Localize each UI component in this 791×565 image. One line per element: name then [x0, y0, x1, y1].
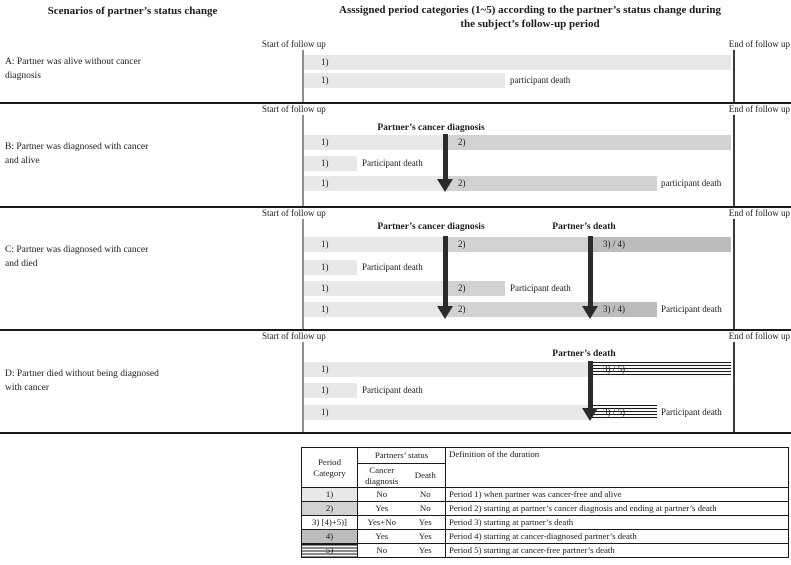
period-category-cell: 1): [302, 488, 358, 502]
start-of-follow-up-label: Start of follow up: [262, 208, 326, 218]
death-cell: Yes: [406, 516, 446, 530]
period-2-bar-segment: 2): [445, 135, 731, 150]
cancer-diagnosis-cell: No: [358, 544, 406, 558]
end-of-follow-up-label: End of follow up: [728, 331, 790, 341]
definition-cell: Period 4) starting at cancer-diagnosed partner’s death: [446, 530, 789, 544]
period-category-cell: 5): [302, 544, 358, 558]
period-3-5-bar-segment: 3) / 5): [590, 362, 731, 377]
period-2-bar-segment: 2): [445, 302, 590, 317]
end-of-follow-up-line: [733, 219, 735, 329]
table-row: [302, 488, 789, 502]
cancer-diagnosis-header: Cancer diagnosis: [358, 464, 406, 488]
scenario-a-label: A: Partner was alive without cancer diagnosis: [5, 57, 141, 81]
periods-title-line1: Asssigned period categories (1~5) according to the partner’s status change during: [339, 4, 721, 16]
section-divider: [0, 432, 791, 434]
period-1-bar-segment: 1): [304, 260, 357, 275]
period-1-bar-segment: 1): [304, 281, 445, 296]
end-of-follow-up-line: [733, 115, 735, 206]
period-1-bar-segment: 1): [304, 176, 445, 191]
period-1-bar-segment: 1): [304, 156, 357, 171]
period-category-cell: 2): [302, 502, 358, 516]
period-2-bar-segment: 2): [445, 281, 505, 296]
period-1-bar-segment: 1): [304, 302, 445, 317]
scenario-c-label: C: Partner was diagnosed with cancer and died: [5, 245, 149, 269]
participant-death-label: participant death: [510, 75, 571, 85]
end-of-follow-up-label: End of follow up: [728, 208, 790, 218]
participant-death-label: Participant death: [362, 158, 423, 168]
start-of-follow-up-label: Start of follow up: [262, 104, 326, 114]
partner-death-event-label: Partner’s death: [552, 222, 616, 232]
death-cell: Yes: [406, 530, 446, 544]
table-row: [302, 502, 789, 516]
definition-cell: Period 2) starting at partner’s cancer diagnosis and ending at partner’s death: [446, 502, 789, 516]
scenario-b-label: B: Partner was diagnosed with cancer and alive: [5, 142, 149, 166]
section-divider: [0, 102, 791, 104]
start-of-follow-up-label: Start of follow up: [262, 39, 326, 49]
period-1-bar-segment: 1): [304, 55, 731, 70]
period-category-cell: 4): [302, 530, 358, 544]
table-header-row-1: [302, 448, 789, 464]
periods-title-line2: the subject’s follow-up period: [460, 18, 600, 30]
end-of-follow-up-line: [733, 50, 735, 102]
cancer-diagnosis-cell: Yes: [358, 502, 406, 516]
period-2-bar-segment: 2): [445, 237, 590, 252]
period-category-cell: 3) [4)+5)]: [302, 516, 358, 530]
start-of-follow-up-label: Start of follow up: [262, 331, 326, 341]
period-3-4-bar-segment: 3) / 4): [590, 237, 731, 252]
definition-header: Definition of the duration: [446, 448, 789, 488]
period-1-bar-segment: 1): [304, 383, 357, 398]
partner-death-event-label: Partner’s death: [552, 349, 616, 359]
participant-death-label: participant death: [661, 178, 722, 188]
scenarios-title: Scenarios of partner’s status change: [47, 5, 218, 17]
table-row: [302, 544, 789, 558]
cancer-diagnosis-arrow-icon: [437, 134, 453, 192]
periods-title: [300, 3, 760, 31]
period-1-bar-segment: 1): [304, 73, 505, 88]
period-1-bar-segment: 1): [304, 405, 590, 420]
partners-status-header: Partners’ status: [358, 448, 446, 464]
participant-death-label: Participant death: [362, 385, 423, 395]
definition-cell: Period 1) when partner was cancer-free and alive: [446, 488, 789, 502]
period-1-bar-segment: 1): [304, 135, 445, 150]
cancer-diagnosis-event-label: Partner’s cancer diagnosis: [377, 222, 485, 232]
definition-cell: Period 3) starting at partner’s death: [446, 516, 789, 530]
death-header: Death: [406, 464, 446, 488]
cancer-diagnosis-cell: Yes+No: [358, 516, 406, 530]
cancer-diagnosis-cell: No: [358, 488, 406, 502]
death-cell: No: [406, 488, 446, 502]
table-row: [302, 530, 789, 544]
participant-death-label: Participant death: [661, 304, 722, 314]
cancer-diagnosis-arrow-icon: [437, 236, 453, 319]
scenario-d-label: D: Partner died without being diagnosed with cancer: [5, 369, 159, 393]
section-divider: [0, 329, 791, 331]
cancer-diagnosis-cell: Yes: [358, 530, 406, 544]
end-of-follow-up-label: End of follow up: [728, 104, 790, 114]
period-1-bar-segment: 1): [304, 237, 445, 252]
section-divider: [0, 206, 791, 208]
participant-death-label: Participant death: [510, 283, 571, 293]
period-category-header: Period Category: [302, 448, 358, 488]
participant-death-label: Participant death: [362, 262, 423, 272]
period-2-bar-segment: 2): [445, 176, 657, 191]
period-1-bar-segment: 1): [304, 362, 590, 377]
death-cell: No: [406, 502, 446, 516]
definition-cell: Period 5) starting at cancer-free partner’s death: [446, 544, 789, 558]
death-cell: Yes: [406, 544, 446, 558]
participant-death-label: Participant death: [661, 407, 722, 417]
end-of-follow-up-label: End of follow up: [728, 39, 790, 49]
partner-death-arrow-icon: [582, 236, 598, 319]
period-table: [301, 447, 789, 558]
period-3-4-bar-segment: 3) / 4): [590, 302, 657, 317]
end-of-follow-up-line: [733, 342, 735, 432]
table-row: [302, 516, 789, 530]
partner-death-arrow-icon: [582, 361, 598, 421]
cancer-diagnosis-event-label: Partner’s cancer diagnosis: [377, 123, 485, 133]
period-3-5-bar-segment: 3) / 5): [590, 405, 657, 420]
